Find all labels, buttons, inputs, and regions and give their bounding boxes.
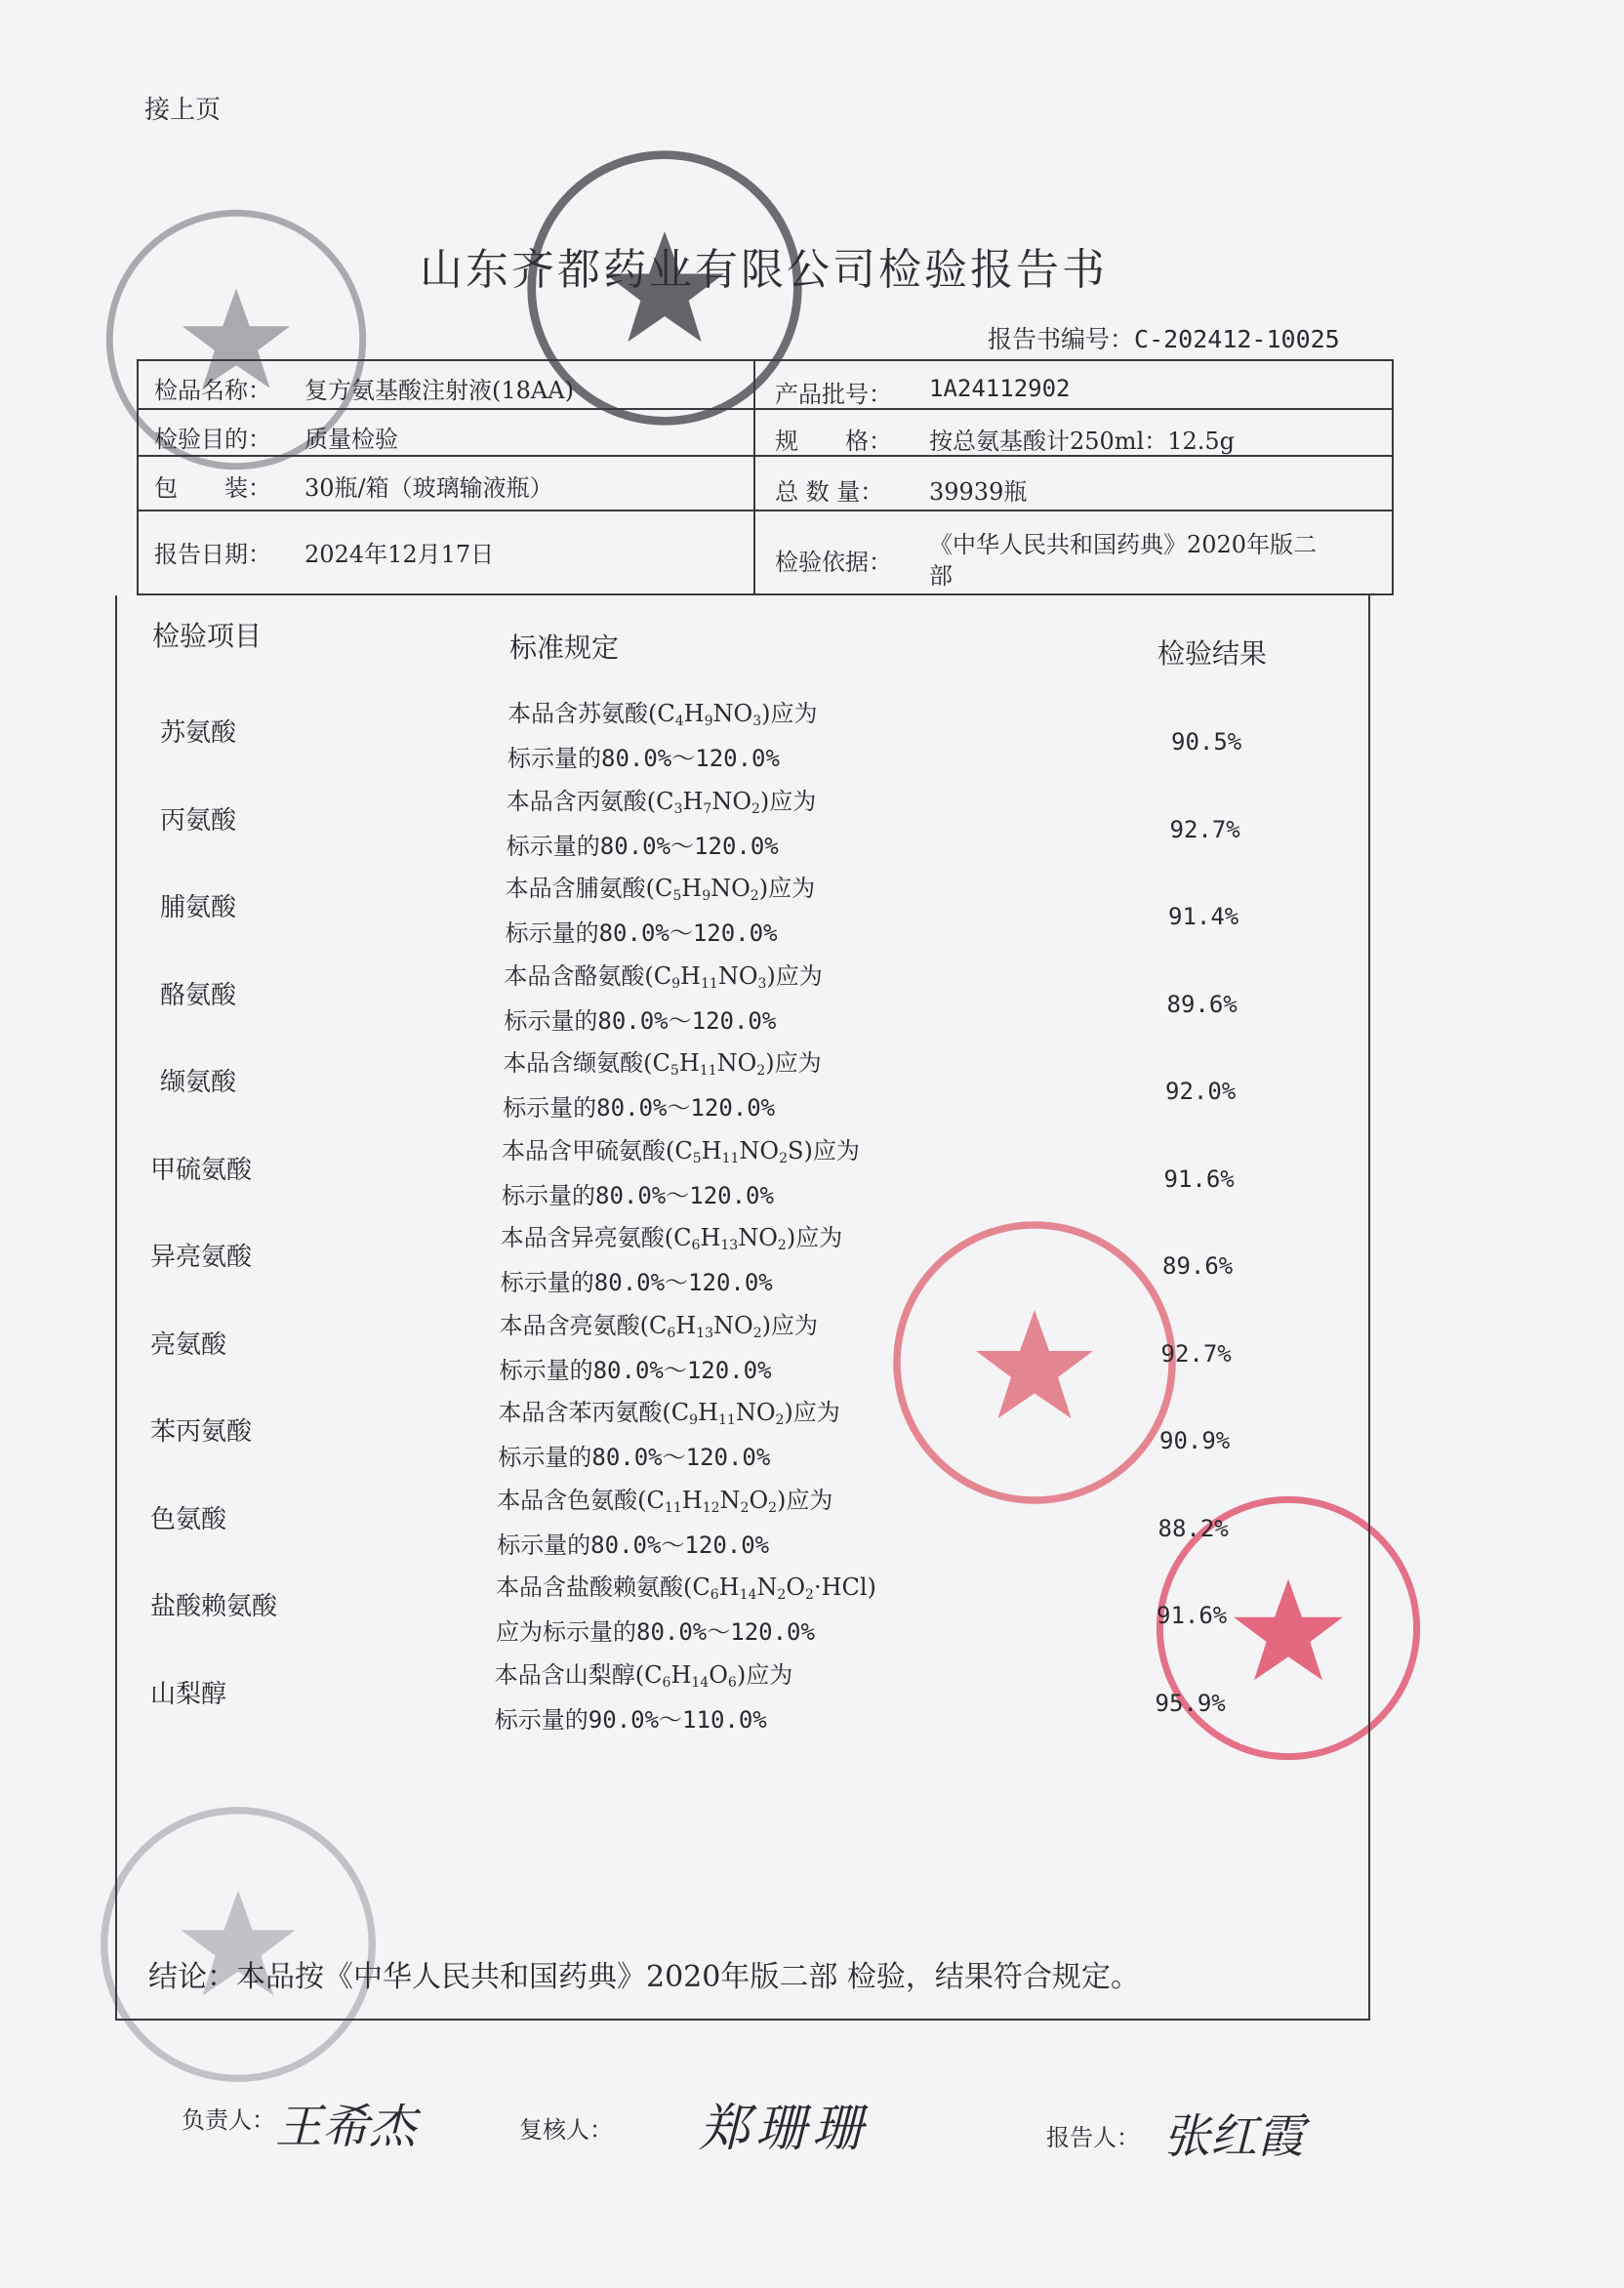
report-number-label: 报告书编号：	[988, 325, 1135, 353]
responsible-signature: 王希杰	[275, 2100, 417, 2154]
batch-label: 产品批号：	[775, 381, 892, 408]
test-item-name: 甲硫氨酸	[150, 1155, 253, 1185]
test-standard: 本品含盐酸赖氨酸$(C_6H_{14}N_2O_2\cdot HCl)$ 应为标示量的80.0%～120.0%	[496, 1573, 876, 1646]
test-standard: 本品含亮氨酸$(C_6H_{13}NO_2)$应为 标示量的80.0%～120.0%	[499, 1311, 818, 1384]
test-standard: 本品含色氨酸$(C_{11}H_{12}N_2O_2)$应为 标示量的80.0%～120.0%	[497, 1486, 833, 1559]
test-item-name: 亮氨酸	[150, 1329, 227, 1360]
results-table	[115, 595, 1370, 2021]
column-header-result: 检验结果	[1157, 637, 1268, 670]
package-value: 30瓶/箱（玻璃输液瓶）	[304, 474, 553, 502]
product-name-value: 复方氨基酸注射液(18AA)	[304, 377, 574, 404]
test-standard: 本品含山梨醇$(C_6H_{14}O_6)$应为 标示量的90.0%～110.0%	[494, 1660, 793, 1734]
purpose-value: 质量检验	[304, 426, 398, 453]
test-item-name: 山梨醇	[150, 1679, 227, 1709]
test-item-name: 脯氨酸	[160, 893, 237, 922]
continued-from-previous-page: 接上页	[144, 96, 222, 125]
header-info-table	[137, 359, 1394, 595]
test-standard: 本品含脯氨酸$(C_5H_9NO_2)$应为 标示量的80.0%～120.0%	[505, 875, 816, 947]
test-item-name: 缬氨酸	[160, 1068, 237, 1097]
test-result-value: 88.2%	[1157, 1514, 1229, 1542]
test-result-value: 92.0%	[1165, 1078, 1237, 1105]
test-item-name: 色氨酸	[150, 1504, 227, 1534]
test-result-value: 90.5%	[1171, 728, 1242, 756]
test-result-value: 90.9%	[1159, 1427, 1231, 1454]
test-result-value: 92.7%	[1169, 815, 1240, 843]
test-result-value: 89.6%	[1166, 990, 1238, 1018]
test-item-name: 丙氨酸	[160, 805, 237, 836]
test-result-value: 95.9%	[1155, 1689, 1226, 1717]
report-date-label: 报告日期：	[154, 541, 271, 568]
report-title: 山东齐都药业有限公司检验报告书	[420, 245, 1108, 295]
batch-value: 1A24112902	[929, 375, 1071, 402]
test-item-name: 苏氨酸	[160, 718, 237, 748]
package-label: 包 装：	[154, 474, 271, 502]
test-result-value: 89.6%	[1162, 1252, 1234, 1280]
reporter-label: 报告人：	[1046, 2124, 1140, 2151]
purpose-label: 检验目的：	[154, 426, 271, 453]
report-number	[988, 320, 1340, 355]
test-item-name: 苯丙氨酸	[150, 1417, 253, 1447]
conclusion: 结论：本品按《中华人民共和国药典》2020年版二部 检验，结果符合规定。	[148, 1960, 1140, 1994]
basis-label: 检验依据：	[775, 549, 892, 576]
test-item-name: 酪氨酸	[160, 980, 237, 1010]
test-standard: 本品含甲硫氨酸$(C_5H_{11}NO_2S)$应为 标示量的80.0%～120.0%	[502, 1136, 860, 1209]
report-number-value: C-202412-10025	[1134, 325, 1340, 353]
test-result-value: 92.7%	[1160, 1339, 1232, 1368]
basis-value-line2: 部	[929, 562, 953, 590]
test-result-value: 91.6%	[1163, 1164, 1235, 1193]
quantity-label: 总 数 量：	[775, 478, 884, 506]
reporter-signature: 张红霞	[1163, 2109, 1305, 2164]
reviewer-signature: 郑珊珊	[699, 2100, 870, 2158]
product-name-label: 检品名称：	[154, 377, 271, 404]
test-result-value: 91.4%	[1168, 903, 1239, 930]
spec-label: 规 格：	[775, 428, 892, 455]
test-standard: 本品含酪氨酸$(C_9H_{11}NO_3)$应为 标示量的80.0%～120.0%	[504, 961, 823, 1035]
test-standard: 本品含异亮氨酸$(C_6H_{13}NO_2)$应为 标示量的80.0%～120.0%	[500, 1224, 843, 1296]
column-header-item: 检验项目	[152, 620, 263, 652]
reviewer-label: 复核人：	[519, 2116, 613, 2144]
test-item-name: 异亮氨酸	[150, 1243, 253, 1272]
test-standard: 本品含苯丙氨酸$(C_9H_{11}NO_2)$应为 标示量的80.0%～120.0%	[498, 1399, 840, 1471]
test-item-name: 盐酸赖氨酸	[150, 1592, 278, 1621]
quantity-value: 39939瓶	[929, 478, 1028, 506]
responsible-label: 负责人：	[182, 2106, 275, 2134]
spec-value: 按总氨基酸计250ml：12.5g	[929, 428, 1236, 455]
test-standard: 本品含缬氨酸$(C_5H_{11}NO_2)$应为 标示量的80.0%～120.0%	[503, 1049, 822, 1122]
test-standard: 本品含丙氨酸$(C_3H_7NO_2)$应为 标示量的80.0%～120.0%	[506, 787, 817, 860]
basis-value-line1: 《中华人民共和国药典》2020年版二	[929, 531, 1318, 558]
test-standard: 本品含苏氨酸$(C_4H_9NO_3)$应为 标示量的80.0%～120.0%	[508, 700, 818, 772]
column-header-standard: 标准规定	[509, 632, 620, 664]
test-result-value: 91.6%	[1157, 1602, 1228, 1629]
report-date-value: 2024年12月17日	[304, 541, 495, 568]
